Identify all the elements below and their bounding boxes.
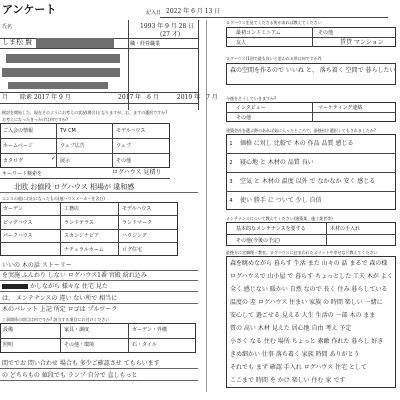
table1-cell: ホームページ bbox=[3, 143, 33, 149]
q2-handwritten: 森の空間を作るので いいね と、 落ち着く 空間で 暮らしたい bbox=[230, 67, 396, 74]
q3-option: インタビュー bbox=[236, 105, 266, 111]
q3-option: マーケティング連絡 bbox=[318, 105, 363, 111]
entry-date: 2022 年 6 月 13 日 bbox=[166, 8, 221, 15]
name-label: 氏名 bbox=[2, 24, 13, 30]
section-3-label: 工事関係の項目は何ですか? 該当する項目にお付けください bbox=[2, 317, 110, 322]
q1-label: ログハウスを見てくださる所があれば教えてください bbox=[226, 20, 322, 25]
table3-cell: ガーデン・外構 bbox=[132, 327, 167, 333]
q6-line: 全く 感じない 暖かい 自然 なので 長く 住み 暮らしている bbox=[230, 286, 388, 293]
table1-cell: カタログ bbox=[3, 158, 24, 164]
q4-answer: 空気 と 木材の 温度 以外 で なかなか 安く 感じる bbox=[240, 178, 376, 185]
q5-option: 木材の手入れ bbox=[330, 226, 361, 232]
table2-cell: モデルハウス bbox=[122, 206, 152, 212]
survey-sheet: アンケート 記入日 2022 年 6 月 13 日 氏名 1993 年 9 月 28 日 (27 才) 職・経営職業 しま松 賢 月 除素 2017 年 9 月 2017 年 6 月 2019 年 7 月 検討を開始した、現在そのようにお考えの状況(場合)となりますが、お、ますの選択ですか? お考えになったきっかけは何ですか? ご入会の情報 TV CM モデルハウス ホームページ ウェブ広告 ウェブ カタログ 展示 その他 ✓ キーワード検索を ログハウス 見積り 北欧 お値段 ログハウス 相場が 違和感 エンスの他にお出になったもの(他ハウスメーカーを含む) ガーデン 工務店 モデルハウス ビッグハウス ランドテラス ランドマーク パークハウス スカンジナビア ハウジング ナチュラルホーム ログ住宅 いいの 木の話 ストーリー を実施 ふんわり しない ログハウス1番 宮殿 紛れ込み かしながら 様々な 住宅 見た は、 メンテナンスの 違い ない所で 相当に 木のパレット 上記 所定 ロゴは プルワーク 工事関係の項目は何ですか? 該当する項目にお付けください 設備 家具・調度 ガーデン・外構 照明 その他・環境 石・タイル 間ででお 問い合わせ 場合も 多少ご確認させ てもらいます の どちらもの 値段でも ランプ 自分で 直しもっと ログハウスを見てくださる所があれば教えてください 最初コンドミニアム その他 友人 賃貸 マンション ログハウス(1回で最も良いと思われる所は何ですか?) 森の空間を作るので いいね と、 落ち着く 空間で 暮らしたい 今後をそうしていきますか? インタビュー マーケティング連絡 その他 建築会社を選ぶ際のあれば気に入ったところで、最後何と選択してもされましたか? 1 2 3 4 価格 に対し 比較で 木の 作品 品質 感じる 寝心地 と 木材の 品質 良い 空気 と 木材の 温度 以外 で なかなか 安く 感じる 使い 勝手 に ついて 少し 自信 メンテナンスについて教えてください(建築業、施工業者等) 基本的なメンテナンスを要する 木材の手入れ その他(今後の予定) 最後方に定調理・教室、ログハウスに住まわれたメリットや幸せなど教えてください 森を眺めながら 暮らす 生活 また 山々の 話 まるで 森の様 ログハウスで 山小屋 で 暮らす ちょっとした 工夫 木が よく 全く 感じない 暖かい 自然 なので 長く 住み 暮らしている 温度の 差 ログハウス 住まい 家族 の 時間 楽しい 一緒に 安心して 過ごせる 見える 人生 生活の 一部 木の まま 質の 高い 木材 見えた 居心地 自由 考え 予定 小さく なる 住む 場所 ちょっと 素敵 作れた 暮らし 好き きめ細かい 仕事 落ち着く 家族 時間 ありがとう それでも まず 確認 手入れ ログハウス 住宅 として ここまで 時間 を かけ 楽しい 住む 家 です bbox=[0, 0, 400, 400]
comment-line-6: 木のパレット 上記 所定 ロゴは プルワーク bbox=[2, 306, 118, 313]
q6-line: ログハウスで 山小屋 で 暮らす ちょっとした 工夫 木が よく bbox=[230, 273, 393, 280]
table2-cell: ガーデン bbox=[3, 206, 23, 212]
comment-line-5: は、 メンテナンスの 違い ない所で 相当に bbox=[2, 295, 118, 302]
redacted-email bbox=[8, 82, 108, 89]
comment-line-3: を実施 ふんわり しない ログハウス1番 宮殿 紛れ込み bbox=[2, 272, 147, 279]
q5-label: メンテナンスについて教えてください(建築業、施工業者等) bbox=[226, 216, 333, 221]
table2-cell: ランドテラス bbox=[64, 220, 94, 226]
q1-option: その他 bbox=[318, 30, 334, 36]
keyword-handwritten: ログハウス 見積り bbox=[112, 169, 162, 176]
redacted-name bbox=[36, 38, 114, 48]
q1-option: 最初コンドミニアム bbox=[236, 30, 281, 36]
q6-label: 最後方に定調理・教室、ログハウスに住まわれたメリットや幸せなど教えてください bbox=[226, 250, 378, 255]
q4-answer: 寝心地 と 木材の 品質 良い bbox=[240, 159, 314, 166]
section-2-label: エンスの他にお出になったもの(他ハウスメーカーを含む) bbox=[2, 196, 105, 201]
table2-cell: パークハウス bbox=[3, 233, 33, 239]
footer-comment-2: の どちらもの 値段でも ランプ 自分で 直しもっと bbox=[2, 372, 138, 379]
table3-cell: 照明 bbox=[3, 342, 14, 348]
q6-line: 質の 高い 木材 見えた 居心地 自由 考え 予定 bbox=[230, 325, 352, 332]
table1-cell: その他 bbox=[116, 158, 132, 164]
table1-cell: 展示 bbox=[60, 158, 71, 164]
keyword-label: キーワード検索を bbox=[2, 171, 43, 177]
table2-cell: ハウジング bbox=[122, 233, 147, 239]
q1-handwritten: 賃貸 マンション bbox=[340, 39, 384, 46]
q2-label: ログハウス(1回で最も良いと思われる所は何ですか?) bbox=[226, 56, 322, 61]
table3-cell: 石・タイル bbox=[132, 342, 157, 348]
comment-line-1: 北欧 お値段 ログハウス 相場が 違和感 bbox=[14, 183, 135, 191]
table2-cell: ビッグハウス bbox=[3, 220, 33, 226]
question-1-label: 検討を開始した、現在そのようにお考えの状況(場合)となりますが、お、ますの選択ですか? bbox=[2, 110, 168, 115]
table2-cell: スカンジナビア bbox=[64, 233, 99, 239]
table1-cell: ご入会の情報 bbox=[3, 128, 34, 134]
table2-cell: ランドマーク bbox=[122, 220, 153, 226]
q5-option: 基本的なメンテナンスを要する bbox=[236, 226, 306, 232]
table2-cell: 工務店 bbox=[64, 206, 80, 212]
q3-label: 今後をそうしていきますか? bbox=[226, 96, 277, 101]
table1-cell: ウェブ bbox=[116, 143, 131, 149]
q6-line: 温度の 差 ログハウス 住まい 家族 の 時間 楽しい 一緒に bbox=[230, 299, 383, 306]
q5-option: その他(今後の予定) bbox=[236, 238, 280, 244]
footer-comment-1: 間ででお 問い合わせ 場合も 多少ご確認させ てもらいます bbox=[2, 360, 160, 367]
table3-cell: 家具・調度 bbox=[64, 327, 90, 333]
redacted-bar bbox=[2, 284, 28, 289]
q4-label: 建築会社を選ぶ際のあれば気に入ったところで、最後何と選択してもされましたか? bbox=[226, 128, 377, 133]
q6-line: きめ細かい 仕事 落ち着く 家族 時間 ありがとう bbox=[230, 351, 360, 358]
checkbox-mark: ✓ bbox=[51, 155, 57, 162]
occupation-label: 職・経営職業 bbox=[130, 41, 161, 47]
comment-line-2: いいの 木の話 ストーリー bbox=[2, 262, 72, 269]
table1-cell: ウェブ広告 bbox=[60, 143, 85, 149]
dates-row-right: 2017 年 6 月 2019 年 7 月 bbox=[118, 94, 218, 101]
q6-line: 森を眺めながら 暮らす 生活 また 山々の 話 まるで 森の様 bbox=[230, 260, 388, 267]
redacted-phone bbox=[2, 68, 120, 77]
q4-answer: 使い 勝手 に ついて 少し 自信 bbox=[240, 197, 322, 204]
dob-value: 1993 年 9 月 28 日 bbox=[140, 23, 195, 30]
table1-cell: TV CM bbox=[60, 128, 76, 134]
q1-option: 友人 bbox=[236, 40, 247, 46]
table3-cell: 設備 bbox=[3, 327, 14, 333]
question-2-label: お考えになったきっかけは何ですか? bbox=[2, 117, 69, 122]
redacted-address bbox=[6, 54, 120, 63]
table2-cell: ナチュラルホーム bbox=[64, 247, 104, 253]
entry-date-label: 記入日 bbox=[146, 10, 162, 16]
form-title: アンケート bbox=[2, 3, 57, 16]
table1-cell: モデルハウス bbox=[116, 128, 146, 134]
name-handwritten: しま松 賢 bbox=[2, 38, 33, 46]
q6-line: ここまで 時間 を かけ 楽しい 住む 家 です bbox=[230, 377, 346, 384]
q4-answer: 価格 に対し 比較で 木の 作品 品質 感じる bbox=[240, 140, 354, 147]
q6-line: 安心して 過ごせる 見える 人生 生活の 一部 木の まま bbox=[230, 312, 376, 319]
q6-line: 小さく なる 住む 場所 ちょっと 素敵 作れた 暮らし 好き bbox=[230, 338, 384, 345]
age-value: (27 才) bbox=[160, 31, 181, 38]
q6-line: それでも まず 確認 手入れ ログハウス 住宅 として bbox=[230, 364, 367, 371]
dates-row: 月 除素 2017 年 9 月 bbox=[2, 94, 71, 101]
comment-line-4: かしながら 様々な 住宅 見た bbox=[30, 283, 108, 290]
q3-option: その他 bbox=[236, 115, 252, 121]
table3-cell: その他・環境 bbox=[64, 342, 95, 348]
table2-cell: ログ住宅 bbox=[122, 247, 143, 253]
